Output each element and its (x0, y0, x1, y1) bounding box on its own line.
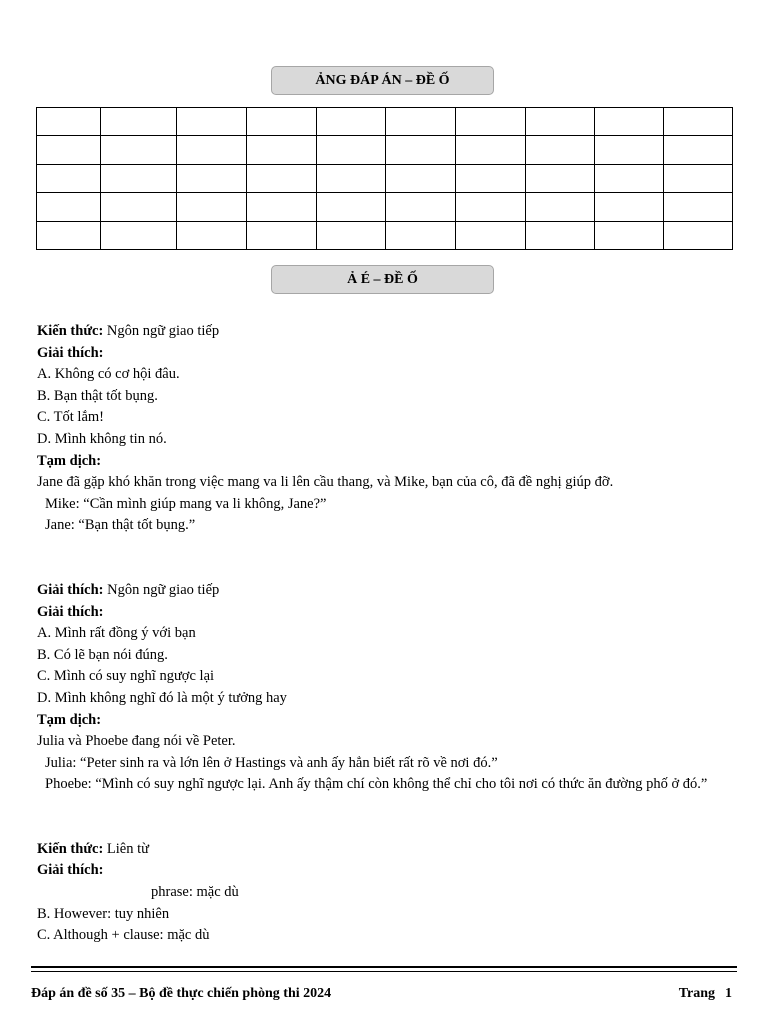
answer-cell (526, 193, 595, 221)
answer-cell (37, 221, 101, 249)
answer-cell (317, 164, 386, 192)
page-num: 1 (725, 986, 732, 1001)
answer-cell (595, 193, 664, 221)
answer-row (37, 193, 733, 221)
translate-label: Tạm dịch: (37, 711, 102, 728)
answer-cell (595, 164, 664, 192)
answer-cell (101, 164, 177, 192)
answer-cell (664, 193, 733, 221)
explanation-content (37, 321, 737, 947)
answer-cell (595, 136, 664, 164)
answer-cell (37, 193, 101, 221)
option: C. Mình có suy nghĩ ngược lại (37, 668, 215, 685)
dialogue-line: Julia: “Peter sinh ra và lớn lên ở Hastings và anh ấy hẳn biết rất rõ về nơi đó.” (45, 754, 498, 771)
option: A. Mình rất đồng ý với bạn (37, 625, 196, 642)
option: A. Không có cơ hội đâu. (37, 366, 180, 383)
answer-cell (386, 136, 456, 164)
answer-row (37, 164, 733, 192)
answer-cell (101, 136, 177, 164)
answer-cell (664, 221, 733, 249)
option: D. Mình không nghĩ đó là một ý tưởng hay (37, 689, 287, 706)
footer-rule (31, 971, 737, 972)
answer-cell (386, 193, 456, 221)
option: B. However: tuy nhiên (37, 905, 170, 922)
answer-cell (456, 193, 526, 221)
answer-cell (177, 164, 247, 192)
answer-cell (526, 108, 595, 136)
page-label: Trang (678, 986, 715, 1001)
answer-cell (247, 164, 317, 192)
option: B. Có lẽ bạn nói đúng. (37, 646, 168, 663)
answer-cell (386, 164, 456, 192)
answer-row (37, 108, 733, 136)
answer-cell (177, 136, 247, 164)
answer-cell (456, 221, 526, 249)
answer-cell (177, 108, 247, 136)
answer-cell (386, 221, 456, 249)
answer-cell (317, 136, 386, 164)
answer-key-title: ẢNG ĐÁP ÁN – ĐỀ Ố (271, 66, 494, 95)
option: C. Tốt lắm! (37, 409, 104, 426)
answer-cell (317, 193, 386, 221)
answer-cell (37, 136, 101, 164)
translate-label: Tạm dịch: (37, 452, 102, 469)
section-heading: Giải thích: Ngôn ngữ giao tiếp (37, 581, 220, 598)
answer-cell (247, 108, 317, 136)
answer-cell (526, 136, 595, 164)
answer-cell (37, 108, 101, 136)
answer-table (36, 107, 733, 250)
answer-cell (664, 164, 733, 192)
answer-cell (317, 108, 386, 136)
explain-label: Giải thích: (37, 603, 104, 620)
answer-cell (456, 164, 526, 192)
answer-cell (247, 221, 317, 249)
answer-cell (177, 221, 247, 249)
footer-title: Đáp án đề số 35 – Bộ đề thực chiến phòng thi 2024 (31, 986, 332, 1001)
section-heading: Kiến thức: Liên từ (37, 840, 150, 857)
page-number (679, 986, 732, 1002)
footer-rule (31, 966, 737, 968)
answer-cell (101, 221, 177, 249)
answer-cell (664, 108, 733, 136)
answer-cell (595, 221, 664, 249)
answer-cell (526, 221, 595, 249)
explain-label: Giải thích: (37, 862, 104, 879)
dialogue-line: Phoebe: “Mình có suy nghĩ ngược lại. Anh ấy thậm chí còn không thể chỉ cho tôi nơi có thức ăn đường phố ở đó.” (45, 776, 708, 793)
translation-line: Jane đã gặp khó khăn trong việc mang va li lên cầu thang, và Mike, bạn của cô, đã đề nghị giúp đỡ. (37, 474, 614, 491)
answer-cell (456, 108, 526, 136)
answer-cell (456, 136, 526, 164)
answer-cell (177, 193, 247, 221)
answer-cell (101, 193, 177, 221)
section-heading: Kiến thức: Ngôn ngữ giao tiếp (37, 323, 220, 339)
answer-cell (37, 164, 101, 192)
answer-cell (664, 136, 733, 164)
answer-cell (386, 108, 456, 136)
dialogue-line: Mike: “Cần mình giúp mang va li không, Jane?” (45, 495, 327, 512)
translation-line: Julia và Phoebe đang nói về Peter. (37, 733, 236, 750)
answer-cell (101, 108, 177, 136)
option: D. Mình không tin nó. (37, 430, 167, 447)
answer-cell (595, 108, 664, 136)
answer-cell (247, 193, 317, 221)
explain-label: Giải thích: (37, 344, 104, 361)
answer-cell (247, 136, 317, 164)
option: C. Although + clause: mặc dù (37, 927, 210, 944)
answer-row (37, 136, 733, 164)
answer-cell (526, 164, 595, 192)
explanation-title: Ả É – ĐỀ Ố (271, 265, 494, 294)
option: B. Bạn thật tốt bụng. (37, 387, 158, 404)
dialogue-line: Jane: “Bạn thật tốt bụng.” (45, 517, 196, 534)
option: phrase: mặc dù (151, 884, 239, 901)
answer-row (37, 221, 733, 249)
answer-cell (317, 221, 386, 249)
